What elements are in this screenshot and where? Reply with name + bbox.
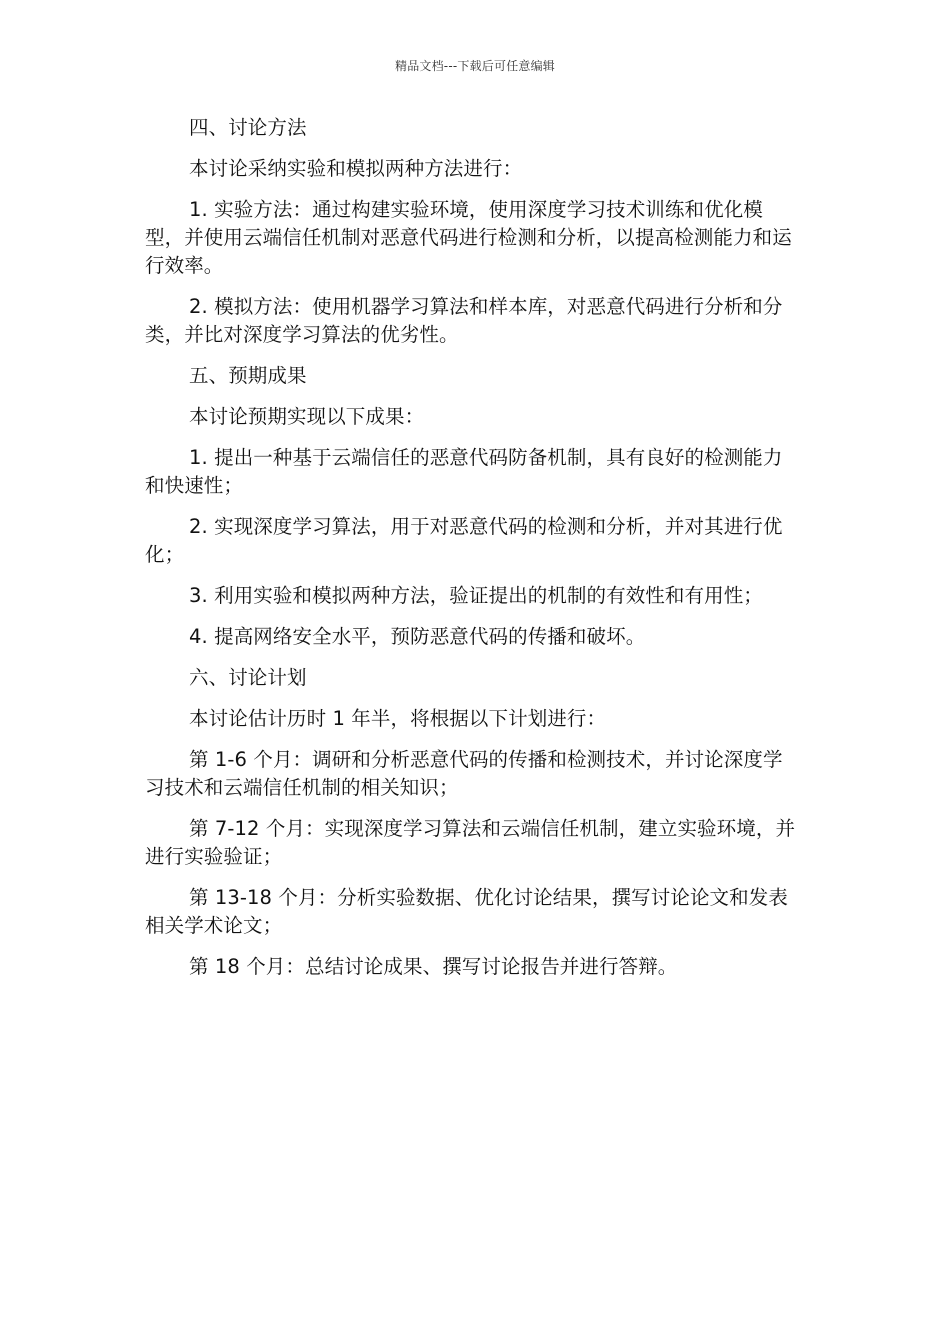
paragraph: 2. 模拟方法：使用机器学习算法和样本库，对恶意代码进行分析和分类，并比对深度学习算法的优劣性。 — [145, 295, 783, 346]
document-body — [145, 114, 800, 994]
header-note: 精品文档---下载后可任意编辑 — [395, 59, 555, 73]
paragraph: 4. 提高网络安全水平，预防恶意代码的传播和破坏。 — [189, 625, 646, 648]
paragraph: 第 18 个月：总结讨论成果、撰写讨论报告并进行答辩。 — [189, 955, 678, 978]
section-heading-plan: 六、讨论计划 — [189, 666, 307, 689]
paragraph: 第 13-18 个月：分析实验数据、优化讨论结果，撰写讨论论文和发表相关学术论文； — [145, 886, 788, 937]
paragraph: 第 1-6 个月：调研和分析恶意代码的传播和检测技术，并讨论深度学习技术和云端信任机制的相关知识； — [145, 748, 783, 799]
section-heading-expected-results: 五、预期成果 — [189, 364, 307, 387]
paragraph: 本讨论预期实现以下成果： — [189, 405, 425, 428]
paragraph: 本讨论估计历时 1 年半，将根据以下计划进行： — [189, 707, 607, 730]
paragraph: 第 7-12 个月：实现深度学习算法和云端信任机制，建立实验环境，并进行实验验证； — [145, 817, 796, 868]
section-heading-methods: 四、讨论方法 — [189, 116, 307, 139]
paragraph: 3. 利用实验和模拟两种方法，验证提出的机制的有效性和有用性； — [189, 584, 763, 607]
paragraph: 本讨论采纳实验和模拟两种方法进行： — [189, 157, 523, 180]
paragraph: 1. 实验方法：通过构建实验环境，使用深度学习技术训练和优化模型，并使用云端信任机制对恶意代码进行检测和分析，以提高检测能力和运行效率。 — [145, 198, 792, 277]
paragraph: 1. 提出一种基于云端信任的恶意代码防备机制，具有良好的检测能力和快速性； — [145, 446, 783, 497]
paragraph: 2. 实现深度学习算法，用于对恶意代码的检测和分析，并对其进行优化； — [145, 515, 783, 566]
